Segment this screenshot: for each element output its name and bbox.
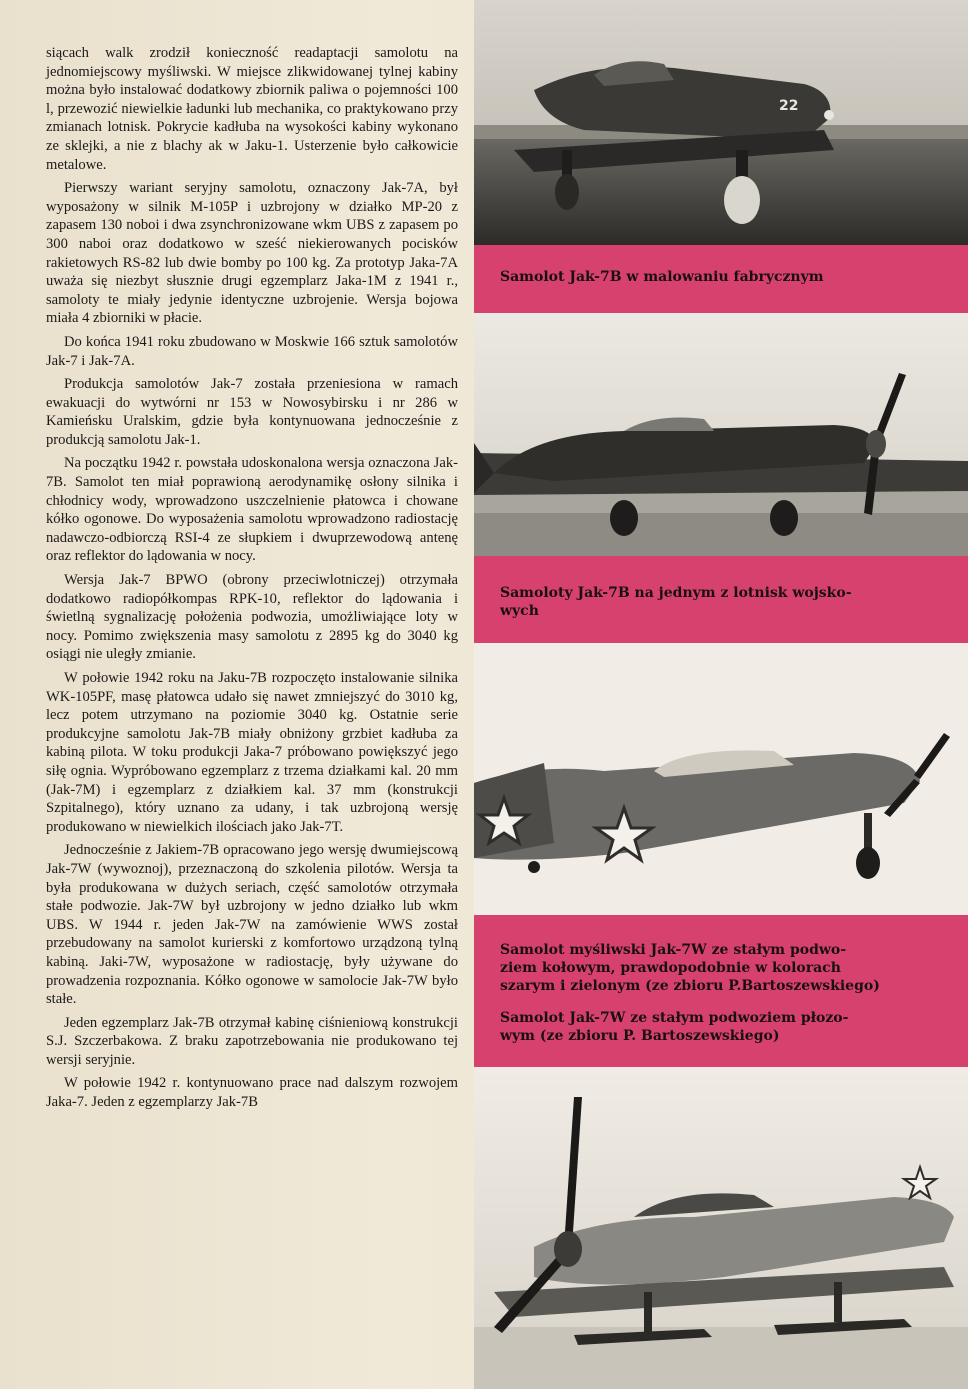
aircraft-number-marking: 22 bbox=[779, 98, 799, 114]
paragraph-9: Jeden egzemplarz Jak-7B otrzymał kabinę ciśnieniową konstrukcji S.J. Szczerbakowa. Z braku zapotrzebowania nie produkowano tej wersji seryjnie. bbox=[46, 1014, 458, 1068]
photo-jak-7b-airfield bbox=[474, 313, 968, 556]
caption-4-line-2: wym (ze zbioru P. Bartoszewskiego) bbox=[500, 1028, 780, 1044]
paragraph-1: siącach walk zrodził konieczność readaptacji samolotu na jednomiejscowy myśliwski. W miejsce zlikwidowanej tylnej kabiny można było instalować dodatkowy zbiornik paliwa o pojemności 100 l, przewozić niewielkie ładunki lub mechanika, co praktykowano przy zmianach lotnisk. Pokrycie kadłuba na wysokości kabiny wykonano ze sklejki, a nie z blachy ak w Jaku-1. Usterzenie było całkowicie metalowe. bbox=[46, 45, 458, 173]
paragraph-2: Pierwszy wariant seryjny samolotu, oznaczony Jak-7A, był wyposażony w silnik M-105P i uzbrojony w działko MP-20 z zapasem 130 noboi i dwa zsynchronizowane wkm UBS z zapasem po 300 naboi oraz dodatkowo w sześć niekierowanych pocisków rakietowych RS-82 lub dwie bomby po 100 kg. Za prototyp Jaka-7A uważa się niezbyt słusznie drugi egzemplarz Jaka-1M z 1941 r., samoloty te miały jedynie identyczne uzbrojenie. Wersja bojowa miała 4 zbiorniki w płacie. bbox=[46, 180, 458, 327]
aircraft-photo-2-image bbox=[474, 313, 968, 556]
paragraph-3: Do końca 1941 roku zbudowano w Moskwie 166 sztuk samolotów Jak-7 i Jak-7A. bbox=[46, 333, 458, 369]
caption-3-line-1: Samolot myśliwski Jak-7W ze stałym podwo- bbox=[500, 942, 847, 958]
photo-jak-7w-ski bbox=[474, 1067, 968, 1389]
caption-2-line-1: Samoloty Jak-7B na jednym z lotnisk wojsko- bbox=[500, 585, 852, 601]
aircraft-photo-1-image bbox=[474, 0, 968, 245]
paragraph-5: Na początku 1942 r. powstała udoskonalona wersja oznaczona Jak-7B. Samolot ten miał poprawioną aerodynamikę osłony silnika i chłodnicy wody, wprowadzono uszczelnienie płatowca i chowane kółko ogonowe. Do wyposażenia samolotu wprowadzono radiostację nadawczo-odbiorczą RSI-4 ze słupkiem i dwuprzewodową antenę oraz reflektor do lądowania w nocy. bbox=[46, 455, 458, 565]
caption-photo-2 bbox=[474, 556, 968, 643]
paragraph-7: W połowie 1942 roku na Jaku-7B rozpoczęto instalowanie silnika WK-105PF, masę płatowca udało się nawet zmniejszyć do 3010 kg, lecz potem utrzymano na poziomie 3040 kg. Ostatnie serie produkcyjne samolotu Jak-7B miały obniżony grzbiet kadłuba za kabiną pilota. W toku produkcji Jaka-7 próbowano powiększyć jego siłę ognia. Wypróbowano egzemplarz z trzema działkami kal. 20 mm (Jak-7M) i egzemplarz z działkiem kal. 37 mm (konstrukcji Szpitalnego), który uznano za udany, i tak uzbrojoną wersję produkowano w niewielkich ilościach jako Jak-7T. bbox=[46, 670, 458, 835]
caption-4 bbox=[500, 1009, 944, 1045]
photo-column bbox=[474, 0, 968, 1389]
photo-jak-7b-factory bbox=[474, 0, 968, 245]
caption-3-line-3: szarym i zielonym (ze zbioru P.Bartoszewskiego) bbox=[500, 978, 880, 994]
aircraft-photo-4-image bbox=[474, 1067, 968, 1389]
paragraph-6: Wersja Jak-7 BPWO (obrony przeciwlotniczej) otrzymała dodatkowo radiopółkompas RPK-10, reflektor do lądowania i świetlną sygnalizację położenia podwozia, umożliwiające loty w nocy. Pomimo zwiększenia masy samolotu z 2895 kg do 3040 kg osiągi nie uległy zmianie. bbox=[46, 572, 458, 663]
caption-photo-1 bbox=[474, 245, 968, 313]
paragraph-8: Jednocześnie z Jakiem-7B opracowano jego wersję dwumiejscową Jak-7W (wywoznoj), przeznaczoną do szkolenia pilotów. Wersja ta była produkowana w dużych seriach, część samolotów otrzymała stałe podwozie. Jak-7W był uzbrojony w jedno działko lub wkm UBS. W 1944 r. jeden Jak-7W na zamówienie WWS został przebudowany na samolot kurierski z komfortowo urządzoną tylną kabiną. Jaki-7W, wyposażone w radiostację, były używane do prowadzenia rozpoznania. Kółko ogonowe w samolocie Jak-7W było stałe. bbox=[46, 842, 458, 1008]
caption-photos-3-4 bbox=[474, 915, 968, 1067]
paragraph-10: W połowie 1942 r. kontynuowano prace nad dalszym rozwojem Jaka-7. Jeden z egzemplarzy Jak-7B bbox=[46, 1075, 458, 1111]
caption-3-line-2: ziem kołowym, prawdopodobnie w kolorach bbox=[500, 960, 841, 976]
photo-jak-7w-wheeled bbox=[474, 643, 968, 915]
caption-1-text: Samolot Jak-7B w malowaniu fabrycznym bbox=[500, 269, 824, 285]
caption-3 bbox=[500, 941, 944, 995]
aircraft-photo-3-image bbox=[474, 643, 968, 915]
article-text-column bbox=[46, 44, 458, 1117]
caption-4-line-1: Samolot Jak-7W ze stałym podwoziem płozo- bbox=[500, 1010, 849, 1026]
paragraph-4: Produkcja samolotów Jak-7 została przeniesiona w ramach ewakuacji do wytwórni nr 153 w Nowosybirsku i nr 286 w Kamieńsku Uralskim, gdzie była kontynuowana jednocześnie z produkcją samolotu Jak-1. bbox=[46, 376, 458, 448]
caption-2-line-2: wych bbox=[500, 603, 539, 619]
